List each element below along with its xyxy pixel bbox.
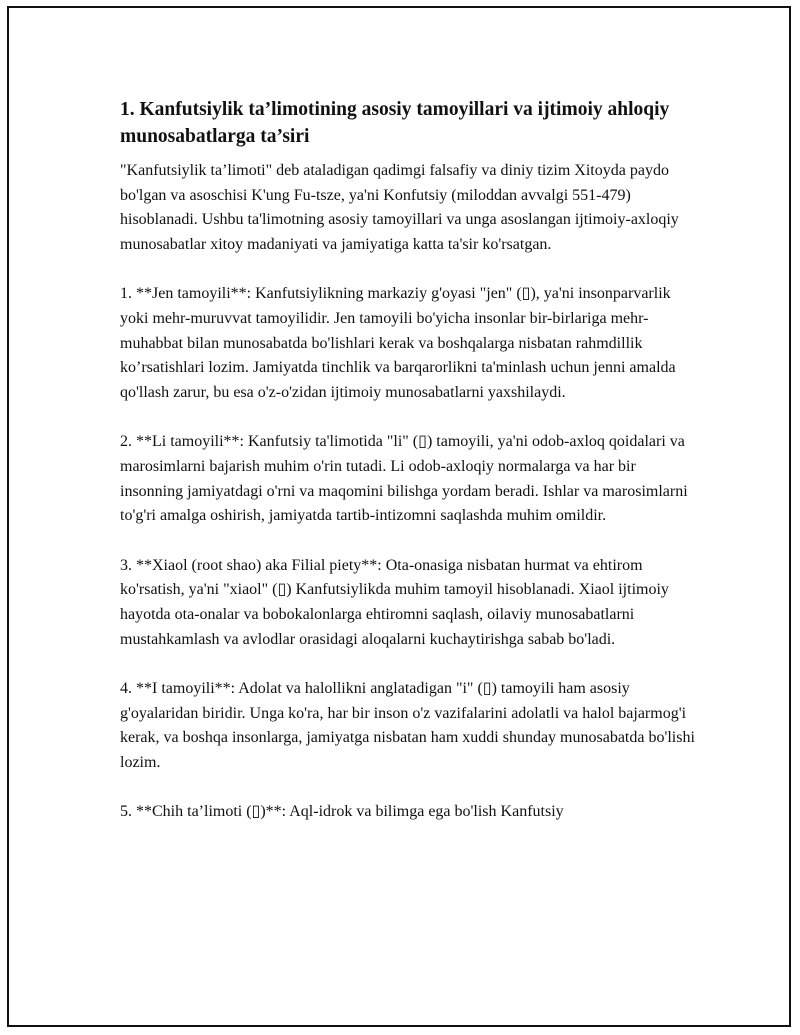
- document-page: [7, 6, 791, 1027]
- chih-principle-paragraph: 5. **Chih ta’limoti (▯)**: Aql-idrok va bilimga ega bo'lish Kanfutsiy: [120, 803, 564, 821]
- li-principle-paragraph: 2. **Li tamoyili**: Kanfutsiy ta'limotida "li" (▯) tamoyili, ya'ni odob-axloq qoidalari va marosimlarni bajarish muhim o'rin tutadi. Li odob-axloqiy normalarga va har bir insonning jamiyatdagi o'rni va maqomini bilishga yordam beradi. Ishlar va marosimlarni to'g'ri amalga oshirish, jamiyatda tartib-intizomni saqlashda muhim omildir.: [120, 433, 688, 525]
- intro-paragraph: "Kanfutsiylik ta’limoti" deb ataladigan qadimgi falsafiy va diniy tizim Xitoyda paydo bo'lgan va asoschisi K'ung Fu-tsze, ya'ni Konfutsiy (miloddan avvalgi 551-479) hisoblanadi. Ushbu ta'limotning asosiy tamoyillari va unga asoslangan ijtimoiy-axloqiy munosabatlar xitoy madaniyati va jamiyatiga katta ta'sir ko'rsatgan.: [120, 162, 679, 253]
- i-principle-paragraph: 4. **I tamoyili**: Adolat va halollikni anglatadigan "i" (▯) tamoyili ham asosiy g'oyalaridan biridir. Unga ko'ra, har bir inson o'z vazifalarini adolatli va halol bajarmog'i kerak, va boshqa insonlarga, jamiyatga nisbatan ham xuddi shunday munosabatda bo'lishi lozim.: [120, 680, 695, 771]
- jen-principle-paragraph: 1. **Jen tamoyili**: Kanfutsiylikning markaziy g'oyasi "jen" (▯), ya'ni insonparvarlik yoki mehr-muruvvat tamoyilidir. Jen tamoyili bo'yicha insonlar bir-birlariga mehr-muhabbat bilan munosabatda bo'lishlari kerak va boshqalarga nisbatan rahmdillik ko’rsatishlari lozim. Jamiyatda tinchlik va barqarorlikni ta'minlash uchun jenni amalda qo'llash zarur, bu esa o'z-o'zidan ijtimoiy munosabatlarni yaxshilaydi.: [120, 285, 676, 401]
- xiaol-principle-paragraph: 3. **Xiaol (root shao) aka Filial piety**: Ota-onasiga nisbatan hurmat va ehtirom ko'rsatish, ya'ni "xiaol" (▯) Kanfutsiylikda muhim tamoyil hisoblanadi. Xiaol ijtimoiy hayotda ota-onalar va bobokalonlarga ehtiromni saqlash, oilaviy munosabatlarni mustahkamlash va avlodlar orasidagi aloqalarni kuchaytirishga sabab bo'ladi.: [120, 556, 669, 648]
- document-title: 1. Kanfutsiylik ta’limotining asosiy tamoyillari va ijtimoiy ahloqiy munosabatlarga ta’siri: [120, 99, 670, 147]
- document-body: [120, 96, 700, 850]
